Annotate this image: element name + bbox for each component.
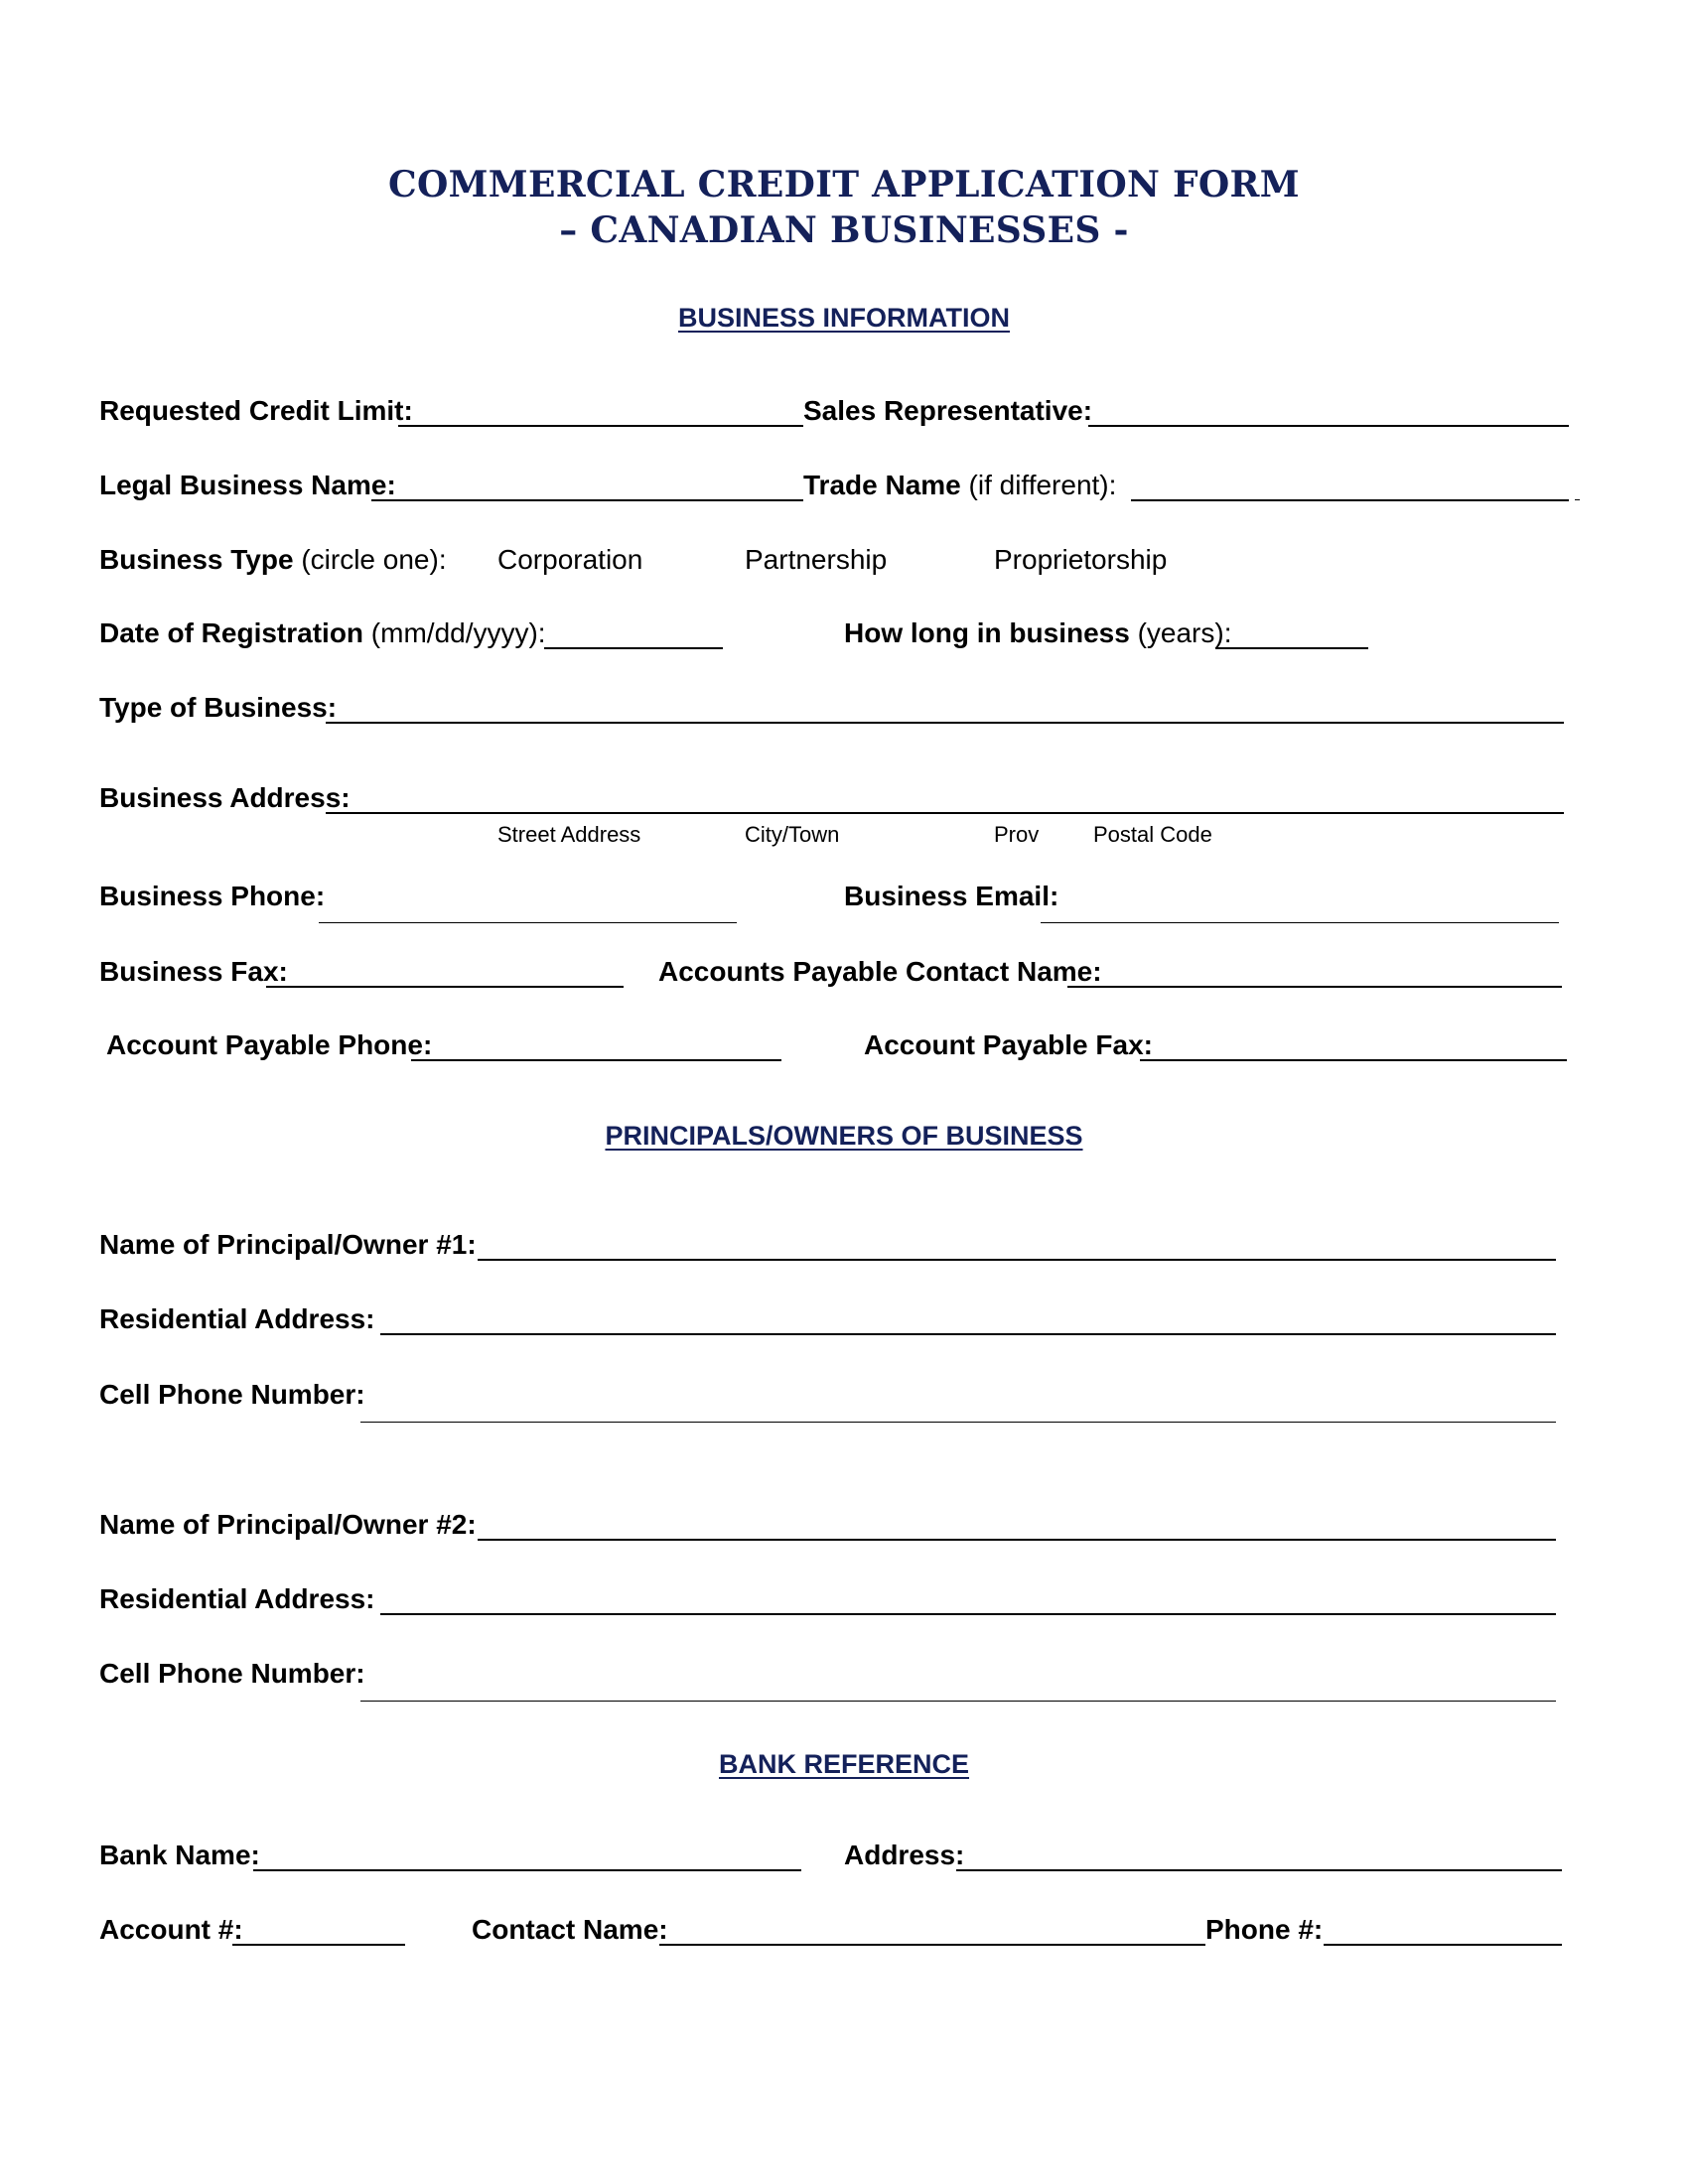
business-phone-label: Business Phone: xyxy=(99,881,326,911)
business-type-note: (circle one): xyxy=(293,544,447,575)
business-email-label: Business Email: xyxy=(844,881,1059,911)
address-hint-postal-code: Postal Code xyxy=(1093,822,1212,847)
trade-name-label-text: Trade Name xyxy=(803,470,961,500)
bank-address-field[interactable] xyxy=(956,1869,1562,1871)
section-bank-reference xyxy=(0,1749,1688,1780)
bank-phone-field[interactable] xyxy=(1324,1944,1562,1946)
business-phone-field[interactable] xyxy=(319,922,737,923)
form-title-line1: COMMERCIAL CREDIT APPLICATION FORM xyxy=(388,164,1300,205)
business-type-label-text: Business Type xyxy=(99,544,294,575)
section-bank-reference-label: BANK REFERENCE xyxy=(718,1749,970,1779)
bank-address-label: Address: xyxy=(844,1840,965,1870)
form-title-line2: – CANADIAN BUSINESSES - xyxy=(559,209,1129,251)
ap-phone-label: Account Payable Phone: xyxy=(106,1029,433,1060)
principal-1-name-field[interactable] xyxy=(478,1259,1556,1261)
trade-name-note: (if different): xyxy=(960,470,1117,500)
principal-2-cell-field[interactable] xyxy=(360,1701,1556,1702)
registration-date-format: (mm/dd/yyyy): xyxy=(363,617,546,648)
account-number-field[interactable] xyxy=(232,1944,405,1946)
registration-date-label-text: Date of Registration xyxy=(99,617,364,648)
business-fax-field[interactable] xyxy=(266,986,624,988)
registration-date-field[interactable] xyxy=(544,647,723,649)
sales-rep-label: Sales Representative: xyxy=(803,395,1093,426)
registration-date-label xyxy=(99,617,546,649)
principal-1-address-label: Residential Address: xyxy=(99,1303,375,1334)
ap-phone-field[interactable] xyxy=(411,1059,781,1061)
bank-contact-label: Contact Name: xyxy=(472,1914,668,1945)
years-in-business-label xyxy=(844,617,1231,649)
business-email-field[interactable] xyxy=(1041,922,1559,923)
bank-phone-label: Phone #: xyxy=(1205,1914,1324,1945)
ap-contact-label: Accounts Payable Contact Name: xyxy=(658,956,1102,987)
account-number-label: Account #: xyxy=(99,1914,243,1945)
principal-2-address-label: Residential Address: xyxy=(99,1583,375,1614)
ap-contact-field[interactable] xyxy=(1067,986,1562,988)
section-business-information-label: BUSINESS INFORMATION xyxy=(677,303,1010,333)
principal-2-name-label: Name of Principal/Owner #2: xyxy=(99,1509,477,1540)
business-type-proprietorship-option[interactable]: Proprietorship xyxy=(994,544,1168,575)
legal-name-label: Legal Business Name: xyxy=(99,470,396,500)
principal-1-cell-field[interactable] xyxy=(360,1422,1556,1423)
address-hint-street: Street Address xyxy=(497,822,641,847)
credit-limit-field[interactable] xyxy=(398,425,803,427)
business-fax-label: Business Fax: xyxy=(99,956,288,987)
years-in-business-label-text: How long in business xyxy=(844,617,1130,648)
business-type-corporation-option[interactable]: Corporation xyxy=(497,544,643,575)
address-hint-city: City/Town xyxy=(745,822,840,847)
section-principals-label: PRINCIPALS/OWNERS OF BUSINESS xyxy=(605,1121,1083,1151)
business-type-label xyxy=(99,544,447,576)
business-address-label: Business Address: xyxy=(99,782,351,813)
sales-rep-field[interactable] xyxy=(1088,425,1569,427)
business-address-field[interactable] xyxy=(326,812,1564,814)
trade-name-field[interactable] xyxy=(1131,499,1569,501)
bank-name-field[interactable] xyxy=(253,1869,801,1871)
section-principals xyxy=(0,1121,1688,1152)
legal-name-field[interactable] xyxy=(371,499,803,501)
ap-fax-field[interactable] xyxy=(1140,1059,1567,1061)
trade-name-field-tail xyxy=(1575,499,1580,500)
ap-fax-label: Account Payable Fax: xyxy=(864,1029,1153,1060)
principal-1-cell-label: Cell Phone Number: xyxy=(99,1379,365,1410)
principal-1-address-field[interactable] xyxy=(380,1333,1556,1335)
principal-2-cell-label: Cell Phone Number: xyxy=(99,1658,365,1689)
section-business-information xyxy=(0,303,1688,334)
business-type-partnership-option[interactable]: Partnership xyxy=(745,544,888,575)
bank-contact-field[interactable] xyxy=(659,1944,1205,1946)
bank-name-label: Bank Name: xyxy=(99,1840,260,1870)
type-of-business-label: Type of Business: xyxy=(99,692,338,723)
principal-1-name-label: Name of Principal/Owner #1: xyxy=(99,1229,477,1260)
address-hint-province: Prov xyxy=(994,822,1040,847)
type-of-business-field[interactable] xyxy=(326,722,1564,724)
credit-limit-label: Requested Credit Limit: xyxy=(99,395,413,426)
years-in-business-field[interactable] xyxy=(1215,647,1368,649)
principal-2-address-field[interactable] xyxy=(380,1613,1556,1615)
years-in-business-note: (years): xyxy=(1129,617,1232,648)
principal-2-name-field[interactable] xyxy=(478,1539,1556,1541)
trade-name-label xyxy=(803,470,1116,501)
